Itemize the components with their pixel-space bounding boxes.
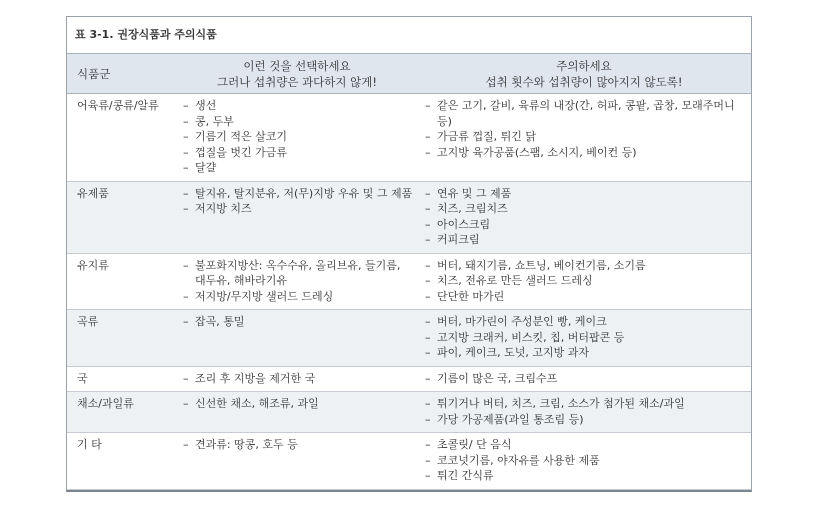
caution-item: – 같은 고기, 갈비, 육류의 내장(간, 허파, 콩팥, 곱창, 모래주머니 등) (425, 98, 747, 129)
caution-cell (417, 181, 751, 253)
table-frame (66, 16, 752, 492)
caution-item: – 치즈, 크림치즈 (425, 201, 747, 217)
caution-cell (417, 366, 751, 392)
food-group-cell: 어육류/콩류/알류 (77, 99, 159, 112)
header-caution (417, 54, 751, 94)
table-row (67, 253, 751, 310)
caution-item: – 가금류 껍질, 튀긴 닭 (425, 129, 747, 145)
recommended-cell-list (183, 371, 413, 387)
recommended-cell-list (183, 258, 413, 305)
header-caution-line1: 주의하세요 (556, 58, 612, 73)
caution-item: – 단단한 마가린 (425, 289, 747, 305)
table-body (67, 94, 751, 490)
recommended-cell (177, 433, 417, 490)
header-recommended (177, 54, 417, 94)
table-row (67, 366, 751, 392)
caution-item: – 아이스크림 (425, 217, 747, 233)
caution-cell-list (425, 396, 747, 427)
caution-item: – 코코넛기름, 야자유를 사용한 제품 (425, 453, 747, 469)
recommended-item: – 저지방 치즈 (183, 201, 413, 217)
header-recommended-line2: 그러나 섭취량은 과다하지 않게! (217, 74, 377, 89)
caution-item: – 가당 가공제품(과일 통조림 등) (425, 412, 747, 428)
table-row (67, 392, 751, 433)
recommended-cell (177, 392, 417, 433)
food-group-cell: 채소/과일류 (77, 397, 134, 410)
caution-item: – 초콜릿/ 단 음식 (425, 437, 747, 453)
recommended-cell-list (183, 437, 413, 453)
recommended-item: – 조리 후 지방을 제거한 국 (183, 371, 413, 387)
caution-item: – 튀긴 간식류 (425, 468, 747, 484)
recommended-item: – 저지방/무지방 샐러드 드레싱 (183, 289, 413, 305)
caution-item: – 파이, 케이크, 도넛, 고지방 과자 (425, 345, 747, 361)
caution-cell-list (425, 314, 747, 361)
caution-item: – 버터, 돼지기름, 쇼트닝, 베이컨기름, 소기름 (425, 258, 747, 274)
caution-cell-list (425, 186, 747, 248)
recommended-item: – 달걀 (183, 160, 413, 176)
recommended-item: – 견과류: 땅콩, 호두 등 (183, 437, 413, 453)
caution-cell-list (425, 98, 747, 160)
table-row (67, 181, 751, 253)
recommended-item: – 껍질을 벗긴 가금류 (183, 145, 413, 161)
caution-item: – 고지방 크래커, 비스킷, 칩, 버터팝콘 등 (425, 330, 747, 346)
caution-cell (417, 433, 751, 490)
caution-item: – 기름이 많은 국, 크림수프 (425, 371, 747, 387)
caution-item: – 치즈, 전유로 만든 샐러드 드레싱 (425, 273, 747, 289)
recommended-item: – 불포화지방산: 옥수수유, 올리브유, 들기름, 대두유, 해바라기유 (183, 258, 413, 289)
caution-item: – 고지방 육가공품(스팸, 소시지, 베이컨 등) (425, 145, 747, 161)
header-recommended-line1: 이런 것을 선택하세요 (243, 58, 351, 73)
caution-item: – 튀기거나 버터, 치즈, 크림, 소스가 첨가된 채소/과일 (425, 396, 747, 412)
caution-item: – 연유 및 그 제품 (425, 186, 747, 202)
caution-cell-list (425, 258, 747, 305)
recommended-cell-list (183, 186, 413, 217)
food-table (67, 53, 751, 490)
caution-item: – 커피크림 (425, 232, 747, 248)
caution-cell (417, 94, 751, 182)
food-group-cell: 국 (77, 371, 88, 385)
food-group-cell: 유지류 (77, 258, 109, 272)
recommended-cell-list (183, 396, 413, 412)
food-group-cell: 유제품 (77, 186, 109, 200)
recommended-item: – 신선한 채소, 해조류, 과일 (183, 396, 413, 412)
recommended-item: – 잡곡, 통밀 (183, 314, 413, 330)
recommended-item: – 생선 (183, 98, 413, 114)
caution-item: – 버터, 마가린이 주성분인 빵, 케이크 (425, 314, 747, 330)
caution-cell (417, 392, 751, 433)
header-caution-line2: 섭취 횟수와 섭취량이 많아지지 않도록! (485, 74, 683, 89)
table-header-row (67, 54, 751, 94)
recommended-cell (177, 253, 417, 310)
header-food-group: 식품군 (77, 66, 111, 81)
table-caption: 표 3-1. 권장식품과 주의식품 (75, 28, 217, 41)
table-row (67, 310, 751, 367)
recommended-cell (177, 366, 417, 392)
recommended-cell (177, 181, 417, 253)
recommended-cell (177, 310, 417, 367)
recommended-item: – 탈지유, 탈지분유, 저(무)지방 우유 및 그 제품 (183, 186, 413, 202)
recommended-item: – 콩, 두부 (183, 114, 413, 130)
caution-cell (417, 310, 751, 367)
caution-cell-list (425, 371, 747, 387)
recommended-cell (177, 94, 417, 182)
recommended-cell-list (183, 98, 413, 176)
recommended-item: – 기름기 적은 살코기 (183, 129, 413, 145)
recommended-cell-list (183, 314, 413, 330)
table-row (67, 433, 751, 490)
food-group-cell: 기 타 (77, 438, 102, 451)
table-row (67, 94, 751, 182)
caution-cell-list (425, 437, 747, 484)
food-group-cell: 곡류 (77, 315, 99, 328)
caution-cell (417, 253, 751, 310)
